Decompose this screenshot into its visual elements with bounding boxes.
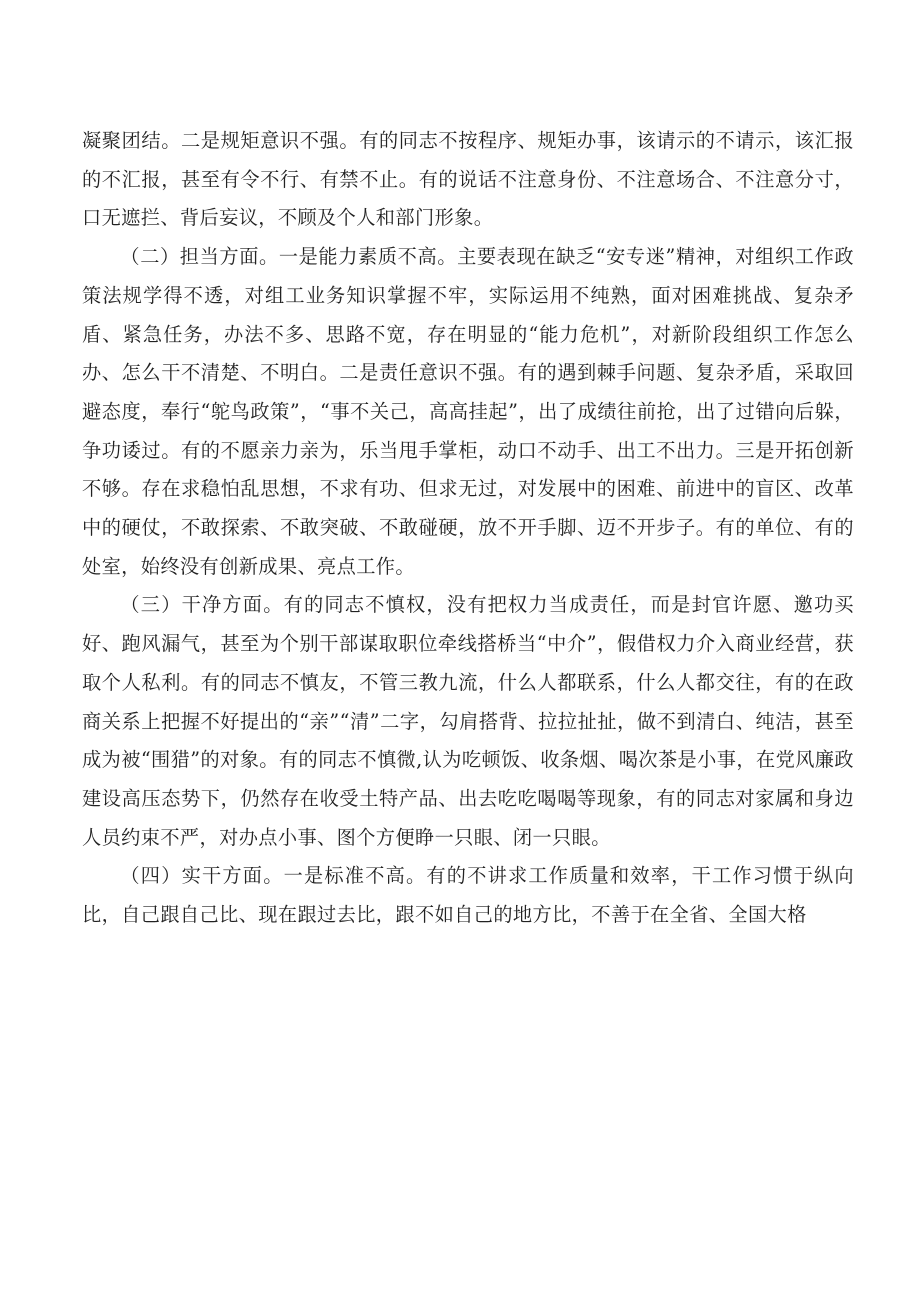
paragraph-continuation: 凝聚团结。二是规矩意识不强。有的同志不按程序、规矩办事，该请示的不请示，该汇报的不汇报，甚至有令不行、有禁不止。有的说话不注意身份、不注意场合、不注意分寸，口无遮拦、背后妄议，不顾及个人和部门形象。 xyxy=(82,129,854,230)
paragraph-responsibility: （二）担当方面。一是能力素质不高。主要表现在缺乏“安专迷”精神，对组织工作政策法规学得不透，对组工业务知识掌握不牢，实际运用不纯熟，面对困难挑战、复杂矛盾、紧急任务，办法不多、思路不宽，存在明显的“能力危机”，对新阶段组织工作怎么办、怎么干不清楚、不明白。二是责任意识不强。有的遇到棘手问题、复杂矛盾，采取回避态度，奉行“鸵鸟政策”，“事不关己，高高挂起”，出了成绩往前抢，出了过错向后躲，争功诿过。有的不愿亲力亲为，乐当甩手掌柜，动口不动手、出工不出力。三是开拓创新不够。存在求稳怕乱思想，不求有功、但求无过，对发展中的困难、前进中的盲区、改革中的硬仗，不敢探索、不敢突破、不敢碰硬，放不开手脚、迈不开步子。有的单位、有的处室，始终没有创新成果、亮点工作。 xyxy=(82,245,854,578)
paragraph-practical-work: （四）实干方面。一是标准不高。有的不讲求工作质量和效率，干工作习惯于纵向比，自己跟自己比、现在跟过去比，跟不如自己的地方比，不善于在全省、全国大格 xyxy=(82,864,854,927)
paragraph-integrity: （三）干净方面。有的同志不慎权，没有把权力当成责任，而是封官许愿、邀功买好、跑风漏气，甚至为个别干部谋取职位牵线搭桥当“中介”，假借权力介入商业经营，获取个人私利。有的同志不慎友，不管三教九流，什么人都联系，什么人都交往，有的在政商关系上把握不好提出的“亲”“清”二字，勾肩搭背、拉拉扯扯，做不到清白、纯洁，甚至成为被“围猎”的对象。有的同志不慎微,认为吃顿饭、收条烟、喝次茶是小事，在党风廉政建设高压态势下，仍然存在收受土特产品、出去吃吃喝喝等现象，有的同志对家属和身边人员约束不严，对办点小事、图个方便睁一只眼、闭一只眼。 xyxy=(82,593,854,849)
document-body xyxy=(82,122,854,935)
